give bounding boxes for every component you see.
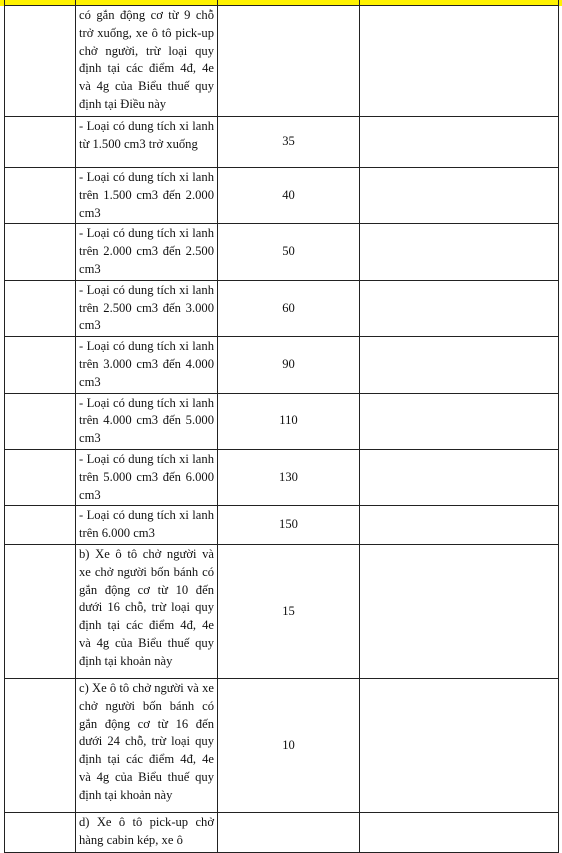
description-cell: c) Xe ô tô chở người và xe chở người bốn bánh có gắn động cơ từ 16 đến dưới 24 chỗ, trừ loại quy định tại các điểm 4đ, 4e và 4g của Biểu thuế quy định tại khoản này: [76, 678, 218, 812]
rate-cell: 110: [218, 393, 360, 449]
description-cell: - Loại có dung tích xi lanh trên 2.000 cm3 đến 2.500 cm3: [76, 224, 218, 280]
index-cell: [5, 449, 76, 505]
index-cell: [5, 506, 76, 545]
index-cell: [5, 393, 76, 449]
description-cell: - Loại có dung tích xi lanh trên 6.000 cm3: [76, 506, 218, 545]
note-cell: [360, 224, 559, 280]
table-row: [5, 280, 559, 336]
rate-cell: 40: [218, 168, 360, 224]
index-cell: [5, 678, 76, 812]
tax-rate-table: [4, 0, 559, 853]
rate-cell: [218, 812, 360, 852]
table-row: [5, 506, 559, 545]
note-cell: [360, 280, 559, 336]
description-cell: - Loại có dung tích xi lanh trên 5.000 cm3 đến 6.000 cm3: [76, 449, 218, 505]
description-cell: d) Xe ô tô pick-up chở hàng cabin kép, xe ô: [76, 812, 218, 852]
rate-cell: 130: [218, 449, 360, 505]
description-cell: - Loại có dung tích xi lanh trên 2.500 cm3 đến 3.000 cm3: [76, 280, 218, 336]
table-row: [5, 337, 559, 393]
table-row: [5, 224, 559, 280]
description-cell: b) Xe ô tô chở người và xe chở người bốn bánh có gắn động cơ từ 10 đến dưới 16 chỗ, trừ loại quy định tại các điểm 4đ, 4e và 4g của Biểu thuế quy định tại khoản này: [76, 544, 218, 678]
description-cell: - Loại có dung tích xi lanh trên 4.000 cm3 đến 5.000 cm3: [76, 393, 218, 449]
index-cell: [5, 6, 76, 117]
rate-cell: 60: [218, 280, 360, 336]
table-row: [5, 6, 559, 117]
index-cell: [5, 168, 76, 224]
description-cell: - Loại có dung tích xi lanh trên 1.500 cm3 đến 2.000 cm3: [76, 168, 218, 224]
description-cell: - Loại có dung tích xi lanh trên 3.000 cm3 đến 4.000 cm3: [76, 337, 218, 393]
index-cell: [5, 544, 76, 678]
table-row: [5, 678, 559, 812]
index-cell: [5, 224, 76, 280]
note-cell: [360, 168, 559, 224]
rate-cell: 15: [218, 544, 360, 678]
description-cell: - Loại có dung tích xi lanh từ 1.500 cm3 trở xuống: [76, 117, 218, 168]
rate-cell: [218, 6, 360, 117]
note-cell: [360, 6, 559, 117]
index-cell: [5, 280, 76, 336]
note-cell: [360, 544, 559, 678]
note-cell: [360, 337, 559, 393]
rate-cell: 150: [218, 506, 360, 545]
table-row: [5, 117, 559, 168]
note-cell: [360, 393, 559, 449]
index-cell: [5, 812, 76, 852]
description-cell: có gắn động cơ từ 9 chỗ trở xuống, xe ô tô pick-up chở người, trừ loại quy định tại các điểm 4đ, 4e và 4g của Biểu thuế quy định tại Điều này: [76, 6, 218, 117]
rate-cell: 10: [218, 678, 360, 812]
index-cell: [5, 117, 76, 168]
table-row: [5, 449, 559, 505]
note-cell: [360, 506, 559, 545]
index-cell: [5, 337, 76, 393]
note-cell: [360, 678, 559, 812]
note-cell: [360, 117, 559, 168]
table-row: [5, 393, 559, 449]
table-row: [5, 168, 559, 224]
table-row: [5, 544, 559, 678]
table-row: [5, 812, 559, 852]
note-cell: [360, 812, 559, 852]
rate-cell: 35: [218, 117, 360, 168]
rate-cell: 50: [218, 224, 360, 280]
rate-cell: 90: [218, 337, 360, 393]
note-cell: [360, 449, 559, 505]
